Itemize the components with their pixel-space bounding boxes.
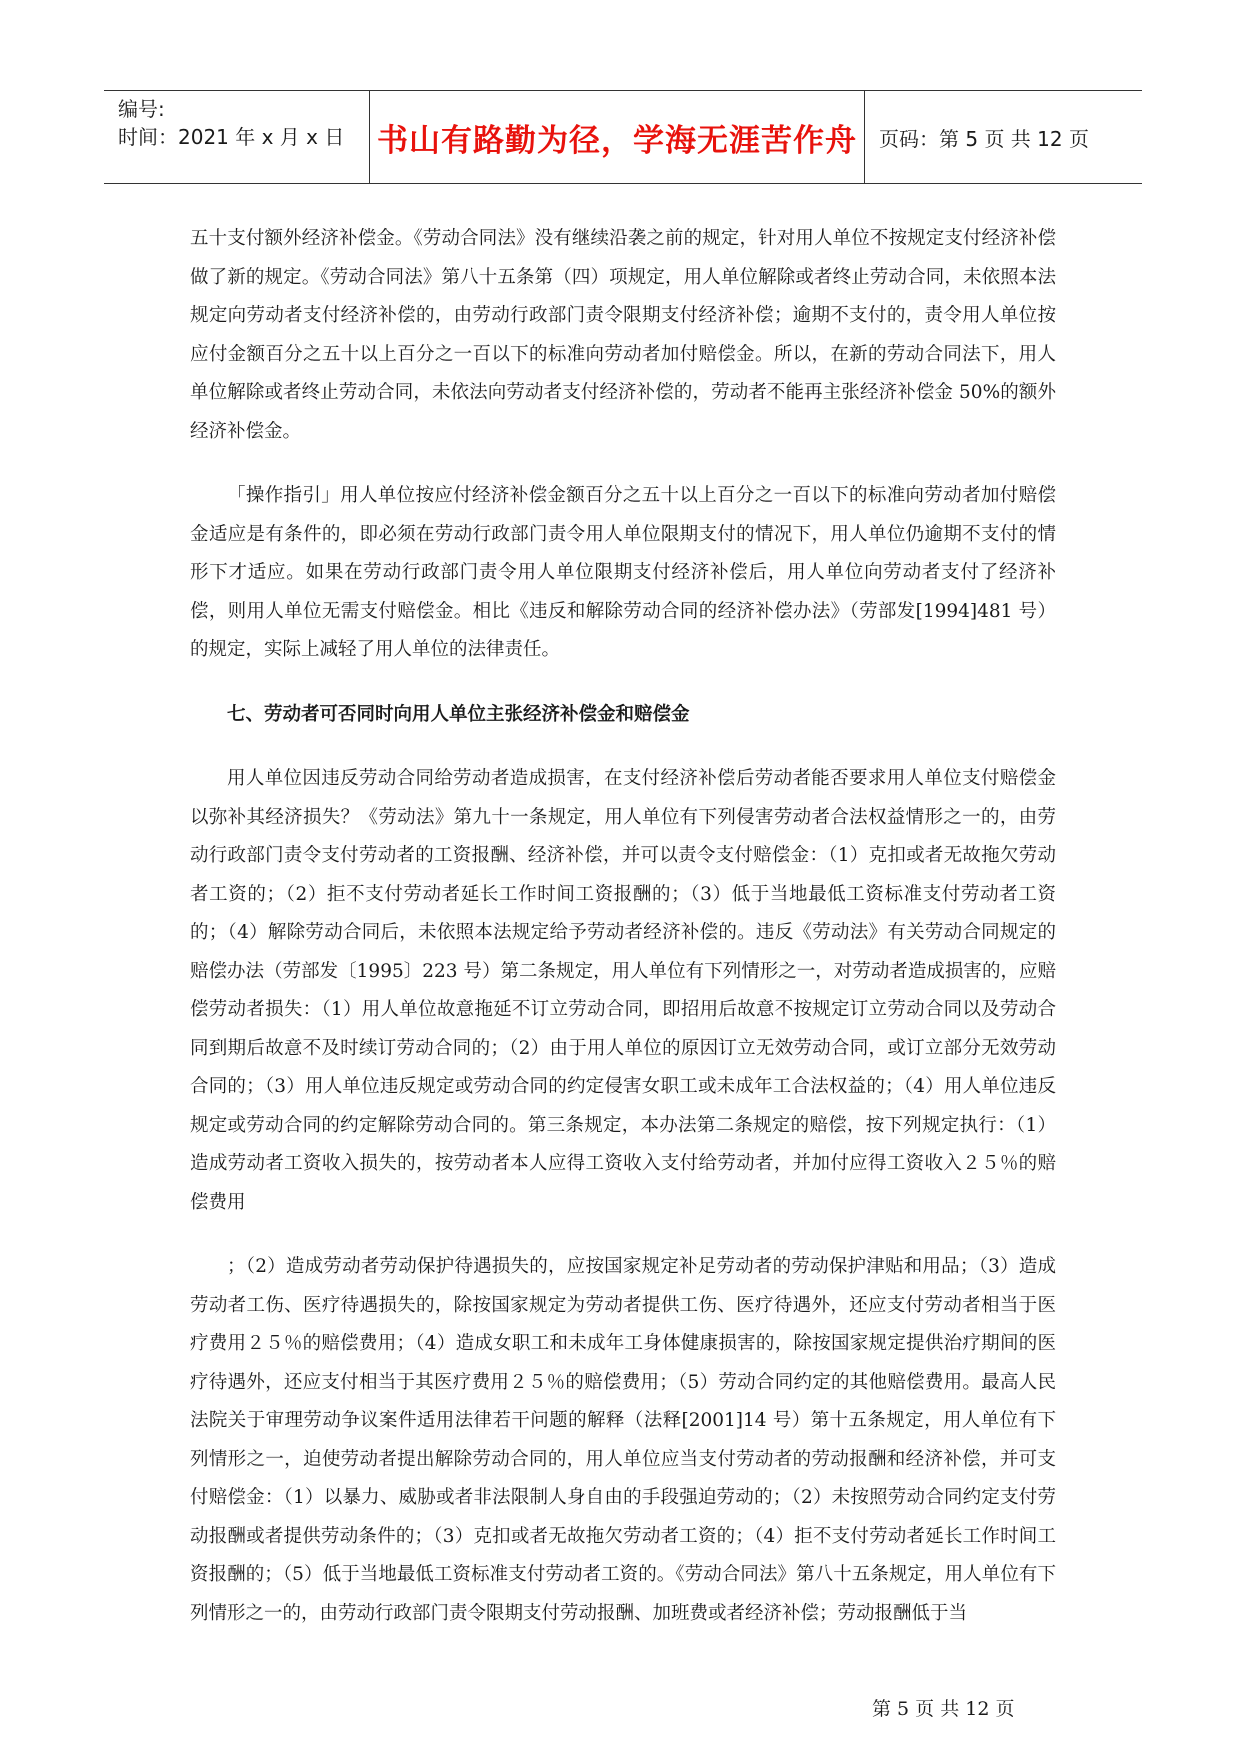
- paragraph-2: 「操作指引」用人单位按应付经济补偿金额百分之五十以上百分之一百以下的标准向劳动者加付赔偿金适应是有条件的，即必须在劳动行政部门责令用人单位限期支付的情况下，用人单位仍逾期不支付的情形下才适应。如果在劳动行政部门责令用人单位限期支付经济补偿后，用人单位向劳动者支付了经济补偿，则用人单位无需支付赔偿金。相比《违反和解除劳动合同的经济补偿办法》（劳部发[1994]481 号）的规定，实际上减轻了用人单位的法律责任。: [190, 485, 1056, 660]
- page-footer: 第 5 页 共 12 页: [872, 1698, 1015, 1720]
- paragraph-3: 用人单位因违反劳动合同给劳动者造成损害，在支付经济补偿后劳动者能否要求用人单位支付赔偿金以弥补其经济损失？《劳动法》第九十一条规定，用人单位有下列侵害劳动者合法权益情形之一的，由劳动行政部门责令支付劳动者的工资报酬、经济补偿，并可以责令支付赔偿金：（1）克扣或者无故拖欠劳动者工资的；（2）拒不支付劳动者延长工作时间工资报酬的；（3）低于当地最低工资标准支付劳动者工资的；（4）解除劳动合同后，未依照本法规定给予劳动者经济补偿的。违反《劳动法》有关劳动合同规定的赔偿办法（劳部发〔1995〕223 号）第二条规定，用人单位有下列情形之一，对劳动者造成损害的，应赔偿劳动者损失：（1）用人单位故意拖延不订立劳动合同，即招用后故意不按规定订立劳动合同以及劳动合同到期后故意不及时续订劳动合同的；（2）由于用人单位的原因订立无效劳动合同，或订立部分无效劳动合同的；（3）用人单位违反规定或劳动合同的约定侵害女职工或未成年工合法权益的；（4）用人单位违反规定或劳动合同的约定解除劳动合同的。第三条规定，本办法第二条规定的赔偿，按下列规定执行：（1）造成劳动者工资收入损失的，按劳动者本人应得工资收入支付给劳动者，并加付应得工资收入２５％的赔偿费用: [190, 768, 1056, 1213]
- page-code-text: 页码：第 5 页 共 12 页: [879, 126, 1089, 151]
- header-motto-cell: [369, 91, 865, 183]
- header-page-cell: [865, 91, 1142, 183]
- paragraph-1: 五十支付额外经济补偿金。《劳动合同法》没有继续沿袭之前的规定，针对用人单位不按规定支付经济补偿做了新的规定。《劳动合同法》第八十五条第（四）项规定，用人单位解除或者终止劳动合同，未依照本法规定向劳动者支付经济补偿的，由劳动行政部门责令限期支付经济补偿；逾期不支付的，责令用人单位按应付金额百分之五十以上百分之一百以下的标准向劳动者加付赔偿金。所以，在新的劳动合同法下，用人单位解除或者终止劳动合同，未依法向劳动者支付经济补偿的，劳动者不能再主张经济补偿金 50%的额外经济补偿金。: [190, 228, 1056, 442]
- page-header: [104, 90, 1142, 184]
- serial-number-label: 编号:: [118, 97, 165, 121]
- section-heading: 七、劳动者可否同时向用人单位主张经济补偿金和赔偿金: [227, 703, 690, 725]
- paragraph-4: ；（2）造成劳动者劳动保护待遇损失的，应按国家规定补足劳动者的劳动保护津贴和用品；（3）造成劳动者工伤、医疗待遇损失的，除按国家规定为劳动者提供工伤、医疗待遇外，还应支付劳动者相当于医疗费用２５％的赔偿费用；（4）造成女职工和未成年工身体健康损害的，除按国家规定提供治疗期间的医疗待遇外，还应支付相当于其医疗费用２５％的赔偿费用；（5）劳动合同约定的其他赔偿费用。最高人民法院关于审理劳动争议案件适用法律若干问题的解释（法释[2001]14 号）第十五条规定，用人单位有下列情形之一，迫使劳动者提出解除劳动合同的，用人单位应当支付劳动者的劳动报酬和经济补偿，并可支付赔偿金：（1）以暴力、威胁或者非法限制人身自由的手段强迫劳动的；（2）未按照劳动合同约定支付劳动报酬或者提供劳动条件的；（3）克扣或者无故拖欠劳动者工资的；（4）拒不支付劳动者延长工作时间工资报酬的；（5）低于当地最低工资标准支付劳动者工资的。《劳动合同法》第八十五条规定，用人单位有下列情形之一的，由劳动行政部门责令限期支付劳动报酬、加班费或者经济补偿；劳动报酬低于当: [190, 1256, 1056, 1624]
- date-text: 时间：2021 年 x 月 x 日: [118, 125, 345, 149]
- motto-text: 书山有路勤为径，学海无涯苦作舟: [377, 122, 857, 159]
- header-left-cell: [104, 91, 369, 183]
- document-body: [190, 220, 1056, 1633]
